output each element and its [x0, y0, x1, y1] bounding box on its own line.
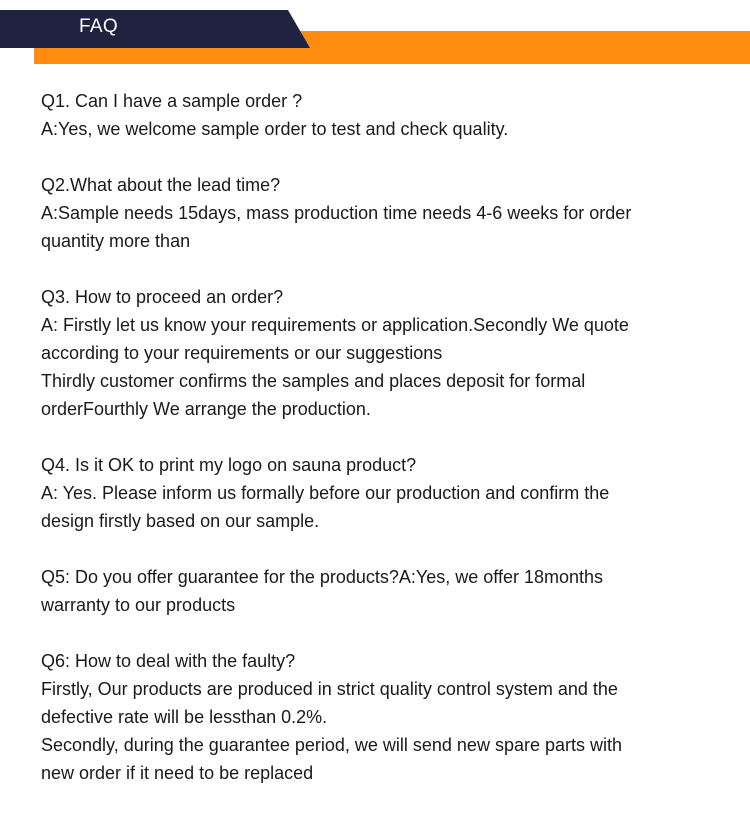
faq-header — [0, 0, 750, 66]
faq-answer-line: defective rate will be lessthan 0.2%. — [41, 707, 328, 727]
faq-answer-line: Firstly, Our products are produced in strict quality control system and the — [41, 679, 618, 699]
faq-question: Q3. How to proceed an order? — [41, 287, 284, 307]
faq-question: Q1. Can I have a sample order ? — [41, 91, 303, 111]
faq-answer-line: quantity more than — [41, 231, 191, 251]
faq-list — [41, 87, 721, 815]
faq-question: Q4. Is it OK to print my logo on sauna product? — [41, 455, 417, 475]
faq-answer-line: warranty to our products — [41, 595, 236, 615]
faq-item-q4 — [41, 451, 721, 535]
faq-answer-line: A:Yes, we welcome sample order to test and check quality. — [41, 119, 509, 139]
header-navy-tab — [0, 10, 310, 48]
faq-item-q1 — [41, 87, 721, 143]
faq-answer-line: new order if it need to be replaced — [41, 763, 314, 783]
faq-answer-line: A: Firstly let us know your requirements or application.Secondly We quote — [41, 315, 629, 335]
faq-item-q3 — [41, 283, 721, 423]
faq-question: Q6: How to deal with the faulty? — [41, 651, 296, 671]
faq-answer-line: A:Sample needs 15days, mass production time needs 4-6 weeks for order — [41, 203, 632, 223]
faq-answer-line: A: Yes. Please inform us formally before our production and confirm the — [41, 483, 610, 503]
faq-item-q2 — [41, 171, 721, 255]
faq-question: Q5: Do you offer guarantee for the products?A:Yes, we offer 18months — [41, 567, 604, 587]
faq-answer-line: Thirdly customer confirms the samples and places deposit for formal — [41, 371, 586, 391]
header-title: FAQ — [79, 16, 118, 37]
faq-question: Q2.What about the lead time? — [41, 175, 281, 195]
faq-answer-line: according to your requirements or our suggestions — [41, 343, 443, 363]
faq-answer-line: orderFourthly We arrange the production. — [41, 399, 371, 419]
faq-answer-line: Secondly, during the guarantee period, we will send new spare parts with — [41, 735, 623, 755]
faq-item-q5 — [41, 563, 721, 619]
faq-item-q6 — [41, 647, 721, 787]
faq-answer-line: design firstly based on our sample. — [41, 511, 320, 531]
